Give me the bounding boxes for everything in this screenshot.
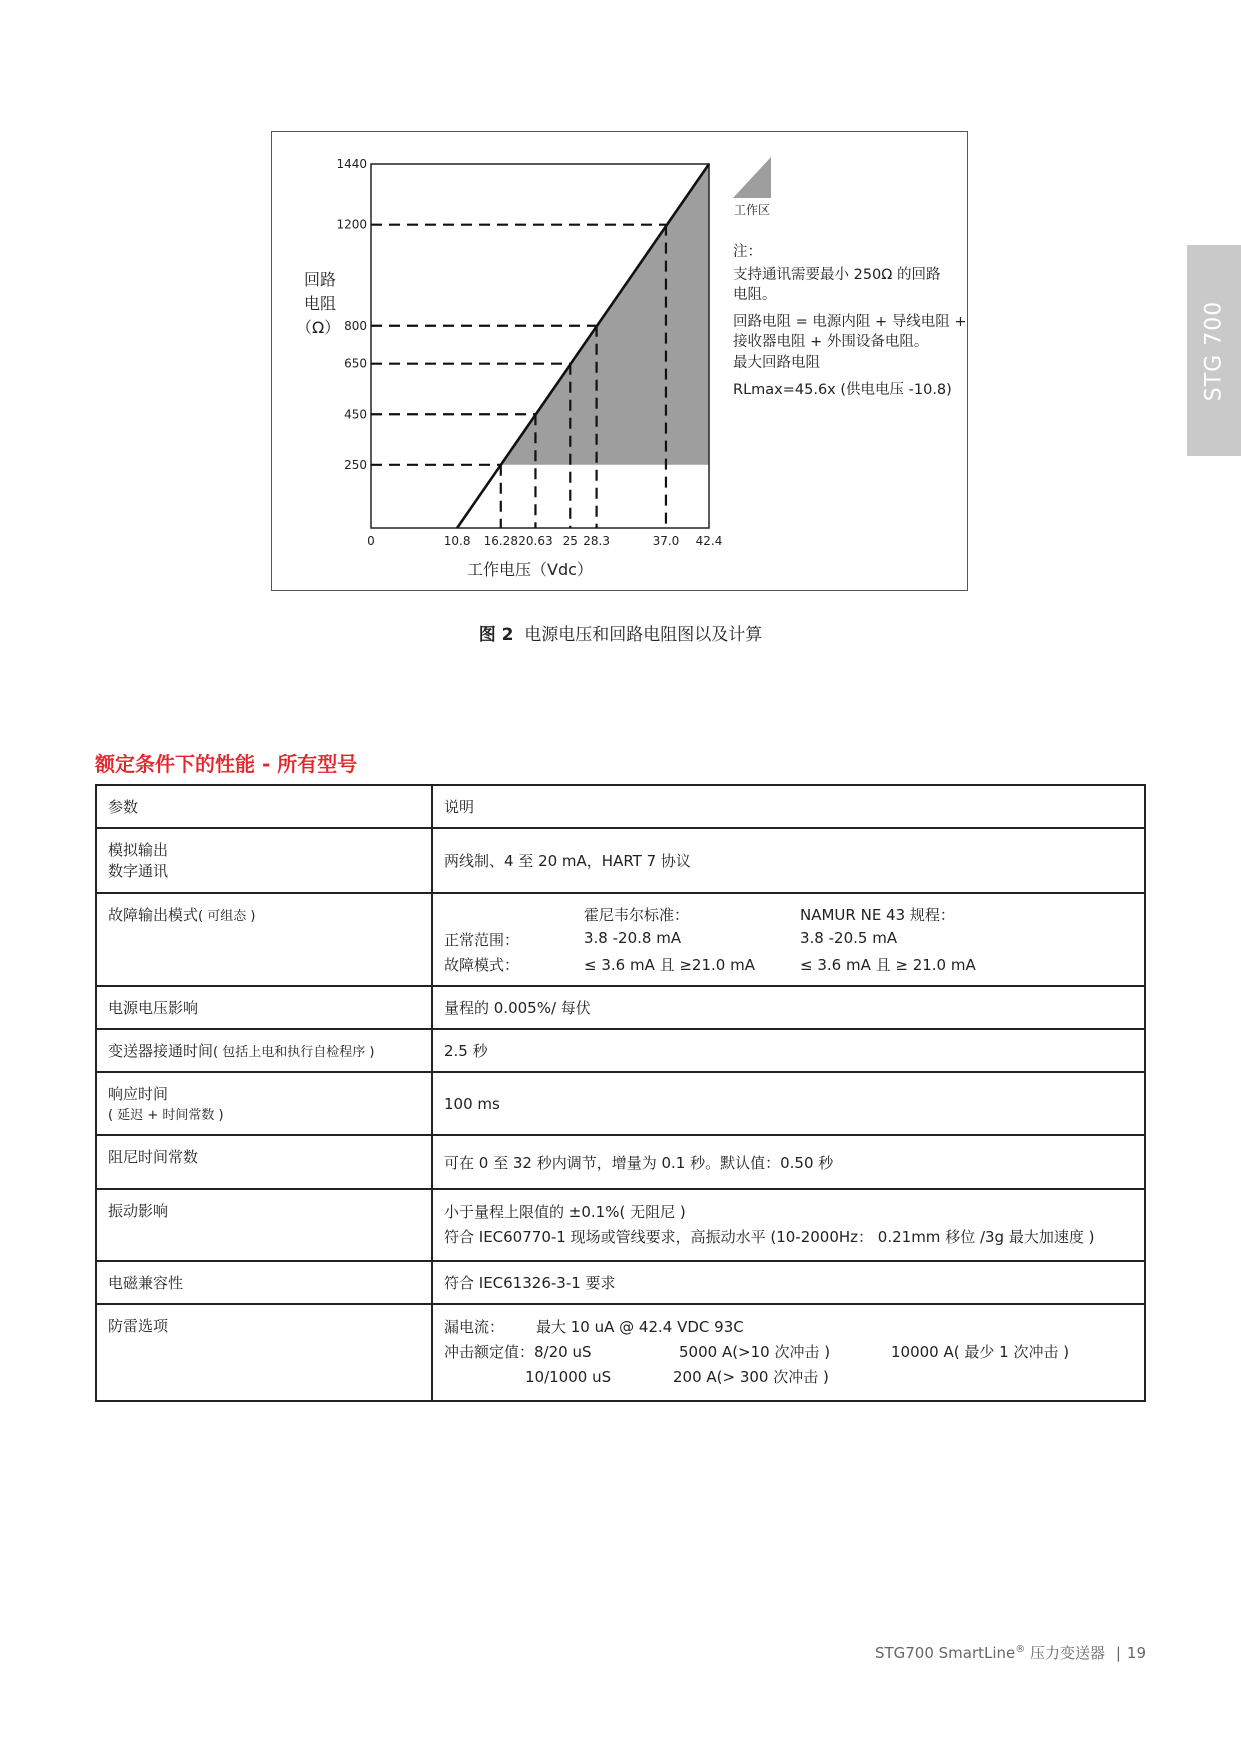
normal-honeywell: 3.8 -20.8 mA: [584, 929, 682, 947]
x-tick-label: 28.3: [583, 534, 610, 548]
desc-line: 小于量程上限值的 ±0.1%( 无阻尼 ): [444, 1203, 686, 1221]
desc-cell: 2.5 秒: [432, 1029, 1145, 1072]
param-cell: [96, 828, 432, 893]
table-row: [96, 1304, 1145, 1401]
header-desc: 说明: [432, 785, 1145, 828]
table-header-row: [96, 785, 1145, 828]
desc-cell: [432, 1189, 1145, 1261]
x-tick-label: 0: [367, 534, 375, 548]
figure-caption-text: 电源电压和回路电阻图以及计算: [524, 625, 763, 645]
x-tick-label: 16.28: [483, 534, 518, 548]
footer-separator: |: [1115, 1644, 1121, 1662]
x-tick-label: 20.63: [518, 534, 553, 548]
surge-line: [444, 1340, 1133, 1365]
y-axis-label-3: （Ω）: [296, 318, 341, 337]
param-text: 故障输出模式: [108, 906, 199, 924]
param-text: 数字通讯: [108, 862, 169, 880]
surge-value-1: 5000 A(>10 次冲击 ): [679, 1343, 831, 1361]
desc-cell: 两线制、4 至 20 mA，HART 7 协议: [432, 828, 1145, 893]
table-row: [96, 828, 1145, 893]
page-footer: [875, 1642, 1146, 1663]
desc-cell: [432, 1304, 1145, 1401]
leak-value: 最大 10 uA @ 42.4 VDC 93C: [536, 1318, 744, 1336]
note-line: 电阻。: [733, 287, 777, 303]
leak-label: 漏电流：: [444, 1318, 505, 1336]
param-cell: 电源电压影响: [96, 986, 432, 1029]
y-tick-label: 1440: [336, 157, 367, 171]
footer-rest: 压力变送器: [1025, 1644, 1106, 1662]
param-note: ( 可组态 ): [198, 909, 256, 924]
spec-table: [95, 784, 1146, 1402]
table-row: [96, 893, 1145, 986]
footer-product: STG700 SmartLine: [874, 1644, 1016, 1662]
leak-line: [444, 1315, 1133, 1340]
param-cell: 电磁兼容性: [96, 1261, 432, 1304]
param-cell: 振动影响: [96, 1189, 432, 1261]
param-note: ( 延迟 + 时间常数 ): [108, 1108, 224, 1123]
param-cell: 阻尼时间常数: [96, 1135, 432, 1189]
figure-caption: [0, 620, 1241, 645]
table-row: [96, 1072, 1145, 1135]
fault-label: 故障模式：: [444, 956, 520, 974]
figure-box: [271, 131, 968, 591]
desc-cell: [432, 893, 1145, 986]
table-row: [96, 1135, 1145, 1189]
figure-number: 图 2: [478, 625, 514, 645]
table-row: [96, 1261, 1145, 1304]
normal-namur: 3.8 -20.5 mA: [800, 929, 898, 947]
surge-value-2: 10000 A( 最少 1 次冲击 ): [891, 1343, 1070, 1361]
y-axis-label-1: 回路: [304, 270, 337, 289]
side-tab-label: STG 700: [1201, 300, 1227, 401]
desc-line: 符合 IEC60770-1 现场或管线要求，高振动水平 (10-2000Hz： 0.21mm 移位 /3g 最大加速度 ): [444, 1228, 1095, 1246]
param-cell: [96, 1072, 432, 1135]
param-cell: [96, 1029, 432, 1072]
note-line: 接收器电阻 + 外围设备电阻。: [733, 334, 929, 350]
section-title: 额定条件下的性能 - 所有型号: [95, 752, 358, 776]
note-line: 支持通讯需要最小 250Ω 的回路: [733, 267, 941, 283]
surge2-label: 10/1000 uS: [525, 1368, 612, 1386]
desc-cell: 符合 IEC61326-3-1 要求: [432, 1261, 1145, 1304]
y-axis-label-2: 电阻: [304, 294, 337, 313]
param-text: 变送器接通时间: [108, 1042, 214, 1060]
surge-line-2: [444, 1365, 1133, 1390]
note-line: RLmax=45.6x (供电电压 -10.8): [733, 382, 952, 398]
param-cell: [96, 893, 432, 986]
fault-grid: [444, 904, 1133, 975]
side-tab: [1187, 245, 1241, 456]
header-param: 参数: [96, 785, 432, 828]
param-note: ( 包括上电和执行自检程序 ): [213, 1045, 375, 1060]
x-tick-label: 37.0: [652, 534, 680, 548]
namur-header: NAMUR NE 43 规程：: [800, 906, 955, 924]
footer-reg: ®: [1015, 1644, 1026, 1655]
honeywell-header: 霍尼韦尔标准：: [584, 906, 690, 924]
table-row: [96, 1029, 1145, 1072]
y-tick-label: 250: [344, 457, 367, 472]
x-axis-label: 工作电压（Vdc）: [467, 560, 593, 579]
x-tick-label: 25: [562, 534, 578, 548]
surge-label: 冲击额定值：8/20 uS: [444, 1343, 592, 1361]
table-row: [96, 1189, 1145, 1261]
normal-label: 正常范围：: [444, 931, 520, 949]
y-tick-label: 650: [344, 356, 367, 371]
x-tick-label: 10.8: [443, 534, 471, 548]
note-line: 回路电阻 = 电源内阻 + 导线电阻 +: [733, 314, 967, 330]
y-tick-label: 800: [344, 318, 367, 333]
param-text: 响应时间: [108, 1085, 169, 1103]
desc-cell: 可在 0 至 32 秒内调节，增量为 0.1 秒。默认值：0.50 秒: [432, 1135, 1145, 1189]
note-line: 注：: [733, 244, 762, 260]
legend-label: 工作区: [734, 203, 771, 217]
param-cell: 防雷选项: [96, 1304, 432, 1401]
desc-cell: 100 ms: [432, 1072, 1145, 1135]
param-text: 模拟输出: [108, 841, 169, 859]
page-number: 19: [1126, 1644, 1146, 1662]
y-tick-label: 450: [344, 407, 367, 422]
fault-honeywell: ≤ 3.6 mA 且 ≥21.0 mA: [584, 956, 755, 974]
fault-namur: ≤ 3.6 mA 且 ≥ 21.0 mA: [800, 956, 976, 974]
desc-cell: 量程的 0.005%/ 每伏: [432, 986, 1145, 1029]
table-row: [96, 986, 1145, 1029]
note-line: 最大回路电阻: [733, 355, 820, 371]
loop-resistance-chart: [272, 132, 969, 592]
x-tick-label: 42.4: [695, 534, 723, 548]
surge2-value: 200 A(> 300 次冲击 ): [673, 1368, 829, 1386]
legend-swatch: [733, 157, 771, 198]
y-tick-label: 1200: [336, 217, 367, 232]
